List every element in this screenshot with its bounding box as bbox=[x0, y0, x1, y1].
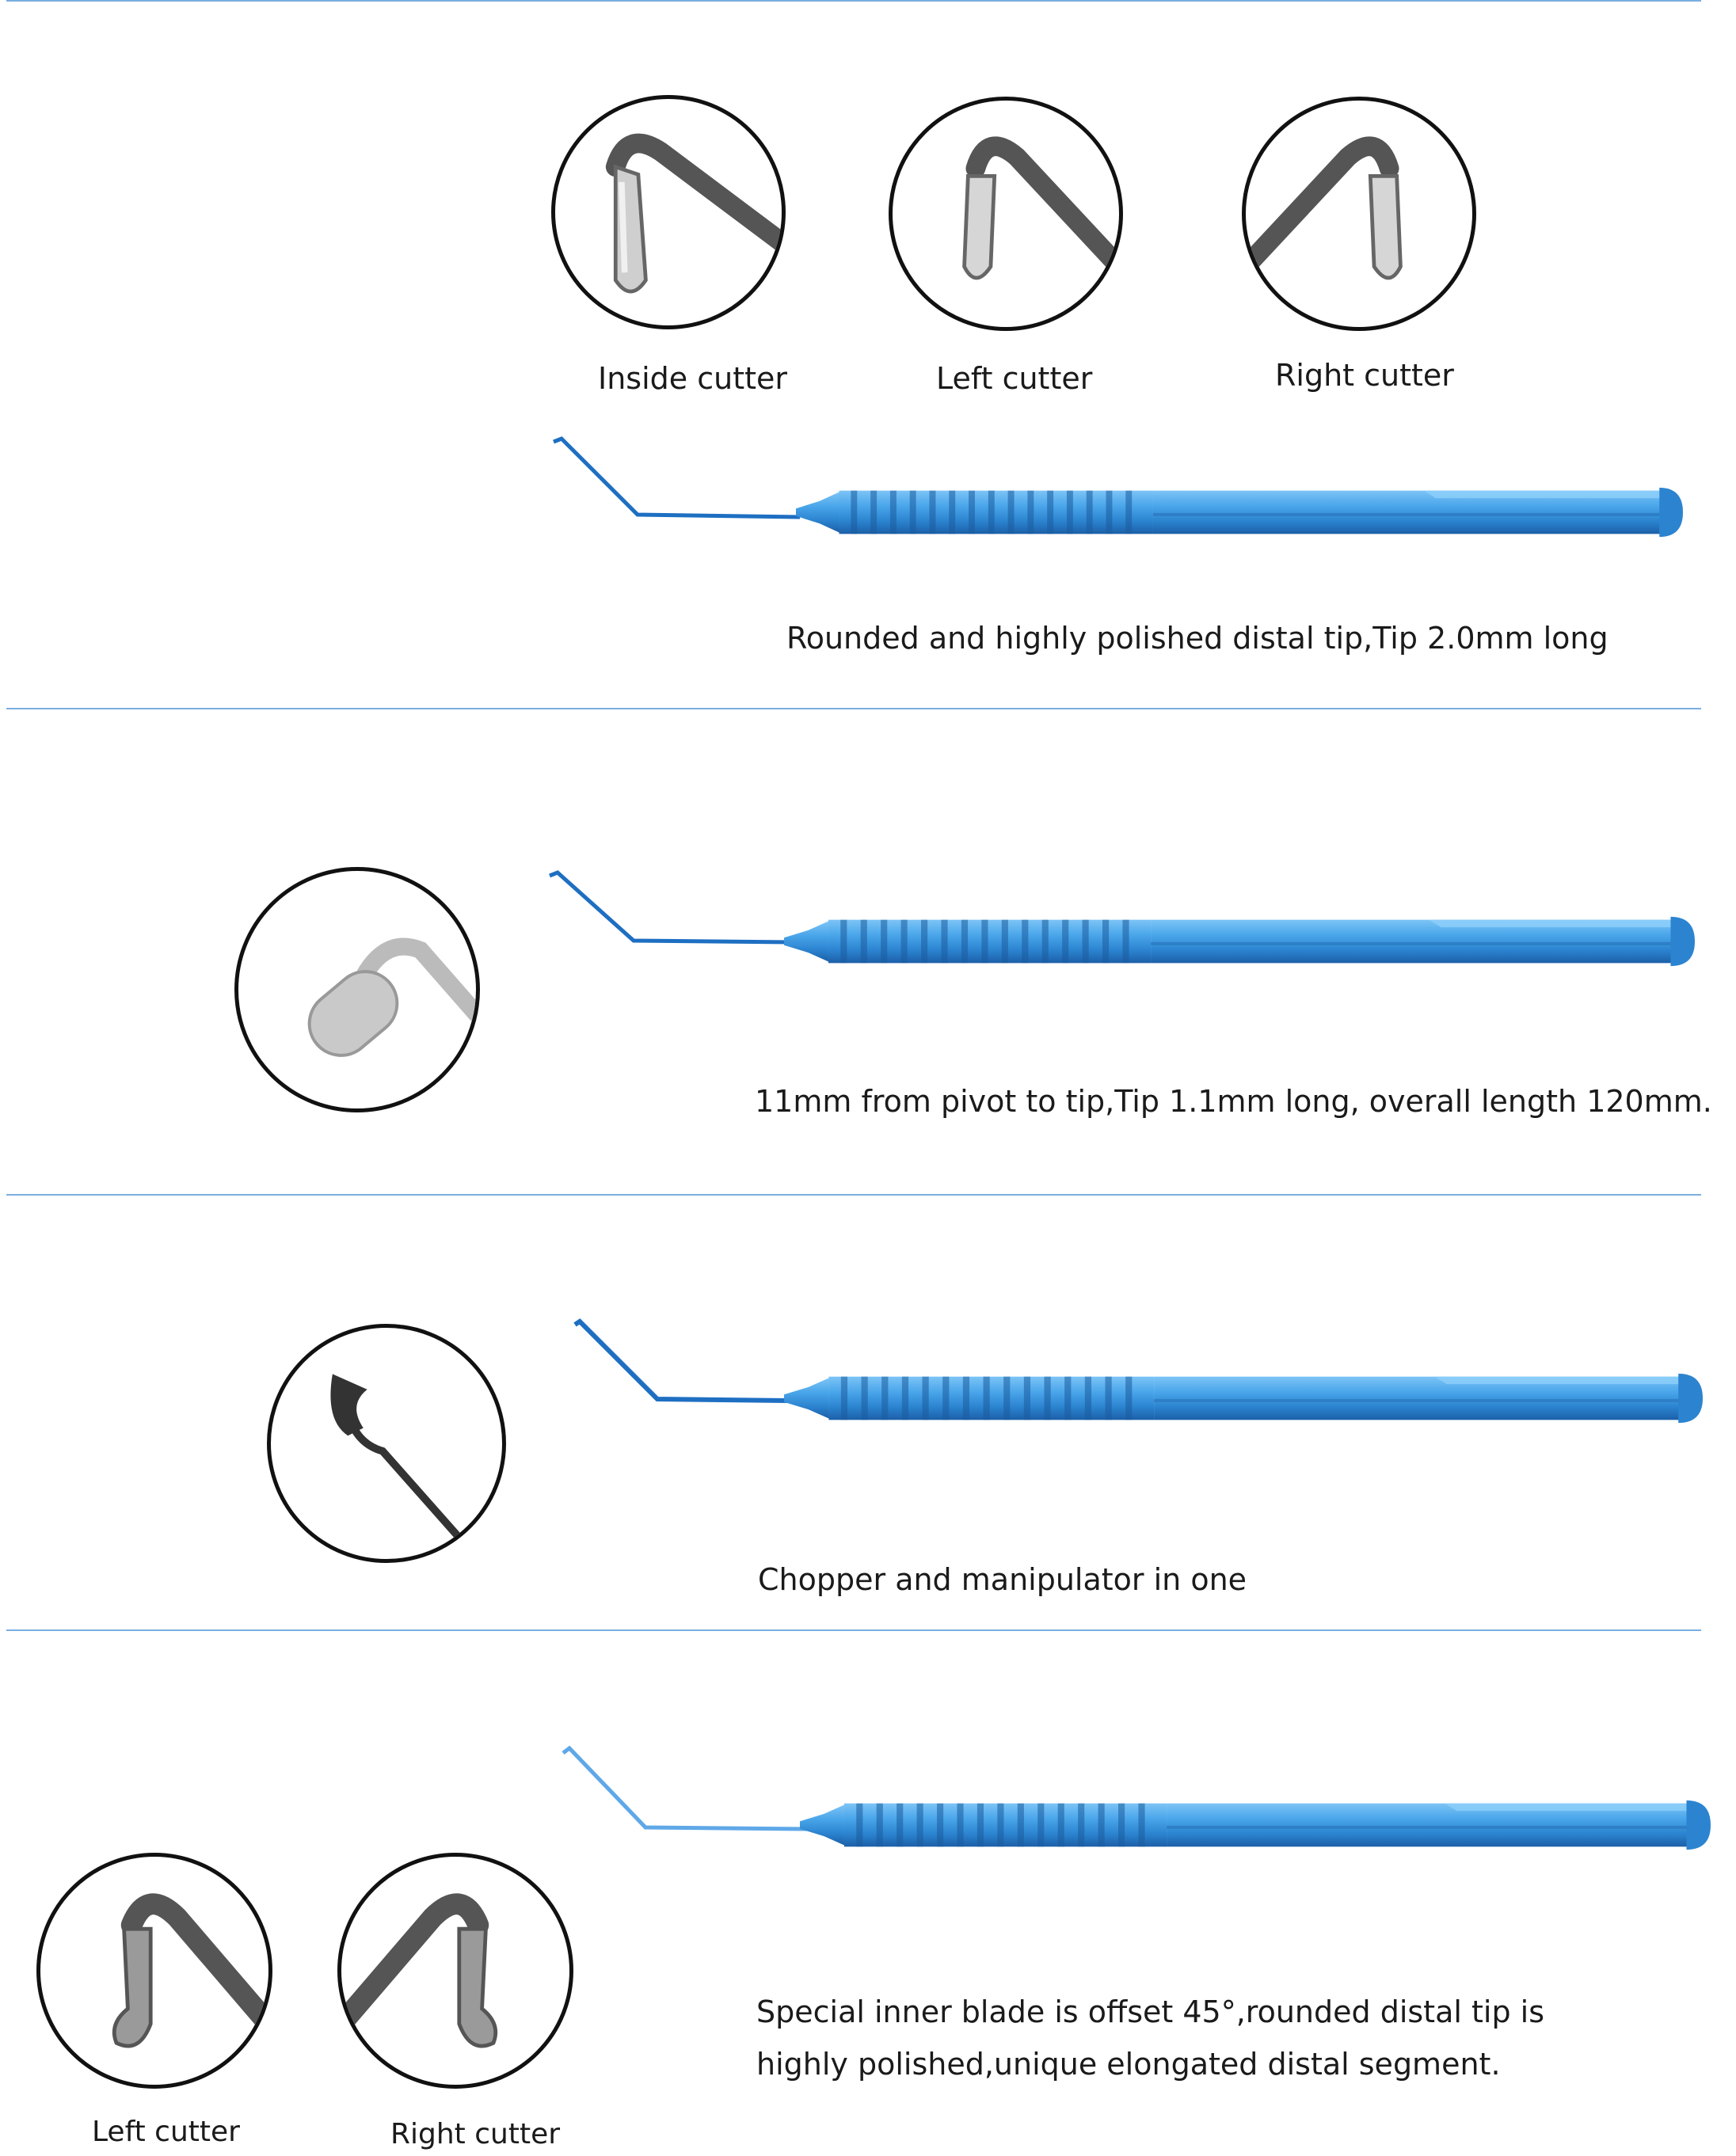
cutter-label: Right cutter bbox=[390, 2118, 561, 2150]
left-cutter-tip-icon bbox=[893, 101, 1119, 327]
instrument-description: Rounded and highly polished distal tip,Tip 2.0mm long bbox=[786, 621, 1608, 656]
chopper-tip-circle bbox=[267, 1324, 506, 1563]
instrument-image bbox=[558, 1742, 1715, 1853]
cutter-label: Left cutter bbox=[92, 2116, 240, 2148]
right-cutter-circle bbox=[337, 1853, 573, 2089]
left-cutter-tip-icon bbox=[40, 1857, 268, 2085]
instrument-image bbox=[550, 435, 1683, 538]
instrument-description: 11mm from pivot to tip,Tip 1.1mm long, overall length 120mm. bbox=[755, 1084, 1712, 1119]
cutter-label: Left cutter bbox=[936, 361, 1093, 396]
cutter-label: Inside cutter bbox=[598, 361, 788, 396]
left-cutter-circle bbox=[889, 97, 1123, 331]
chopper-hook-icon bbox=[271, 1328, 502, 1559]
instrument-image bbox=[570, 1318, 1711, 1429]
instrument-image bbox=[546, 869, 1703, 980]
rounded-tip-icon bbox=[238, 871, 476, 1108]
right-cutter-tip-icon bbox=[1246, 101, 1472, 327]
section-divider bbox=[6, 708, 1701, 709]
instrument-description: Special inner blade is offset 45°,rounded distal tip is highly polished,unique elongated distal segment. bbox=[756, 1994, 1545, 2082]
section-divider bbox=[6, 1629, 1701, 1631]
right-cutter-tip-icon bbox=[341, 1857, 569, 2085]
instrument-description: Chopper and manipulator in one bbox=[758, 1562, 1247, 1597]
inside-cutter-tip-icon bbox=[555, 99, 782, 325]
section-divider bbox=[6, 1194, 1701, 1196]
section-divider bbox=[6, 0, 1701, 2]
left-cutter-circle bbox=[36, 1853, 272, 2089]
right-cutter-circle bbox=[1242, 97, 1476, 331]
inside-cutter-circle bbox=[551, 95, 786, 329]
cutter-label: Right cutter bbox=[1275, 358, 1454, 393]
tip-detail-circle bbox=[234, 867, 480, 1112]
